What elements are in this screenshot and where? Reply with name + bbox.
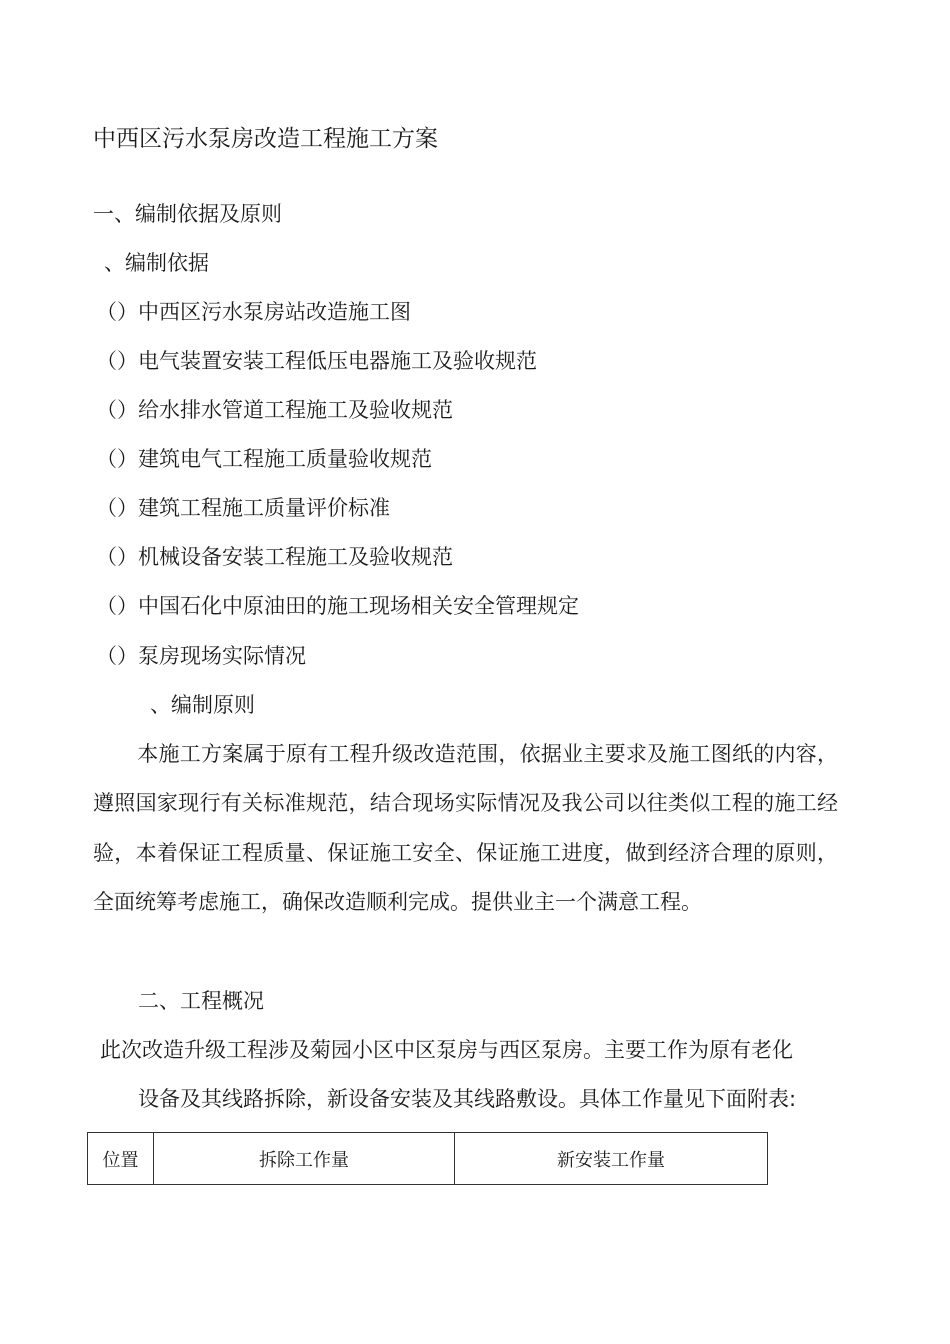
basis-item: （）给水排水管道工程施工及验收规范 — [96, 398, 453, 422]
workload-table — [87, 1132, 768, 1185]
basis-item: （）机械设备安装工程施工及验收规范 — [96, 545, 453, 569]
table-header-location: 位置 — [88, 1133, 154, 1185]
overview-line: 此次改造升级工程涉及菊园小区中区泵房与西区泵房。主要工作为原有老化 — [100, 1038, 793, 1062]
overview-line: 设备及其线路拆除，新设备安装及其线路敷设。具体工作量见下面附表: — [138, 1087, 797, 1111]
basis-subheading: 、编制依据 — [104, 251, 209, 275]
basis-item: （）建筑电气工程施工质量验收规范 — [96, 447, 432, 471]
principle-text: 本施工方案属于原有工程升级改造范围，依据业主要求及施工图纸的内容，遵照国家现行有关标准规范，结合现场实际情况及我公司以往类似工程的施工经验，本着保证工程质量、保证施工安全、保证施工进度，做到经济合理的原则，全面统筹考虑施工，确保改造顺利完成。提供业主一个满意工程。 — [93, 742, 838, 914]
basis-item: （）中国石化中原油田的施工现场相关安全管理规定 — [96, 594, 579, 618]
basis-item: （）中西区污水泵房站改造施工图 — [96, 300, 411, 324]
table-header-install: 新安装工作量 — [455, 1133, 768, 1185]
principle-paragraph — [93, 730, 838, 927]
section1-heading: 一、编制依据及原则 — [93, 202, 282, 226]
principle-subheading: 、编制原则 — [150, 693, 255, 717]
table-header-row — [88, 1133, 768, 1185]
basis-item: （）电气装置安装工程低压电器施工及验收规范 — [96, 349, 537, 373]
section2-heading: 二、工程概况 — [138, 989, 264, 1013]
basis-item: （）泵房现场实际情况 — [96, 644, 306, 668]
document-title: 中西区污水泵房改造工程施工方案 — [93, 126, 438, 152]
basis-item: （）建筑工程施工质量评价标准 — [96, 496, 390, 520]
table-header-removal: 拆除工作量 — [154, 1133, 455, 1185]
